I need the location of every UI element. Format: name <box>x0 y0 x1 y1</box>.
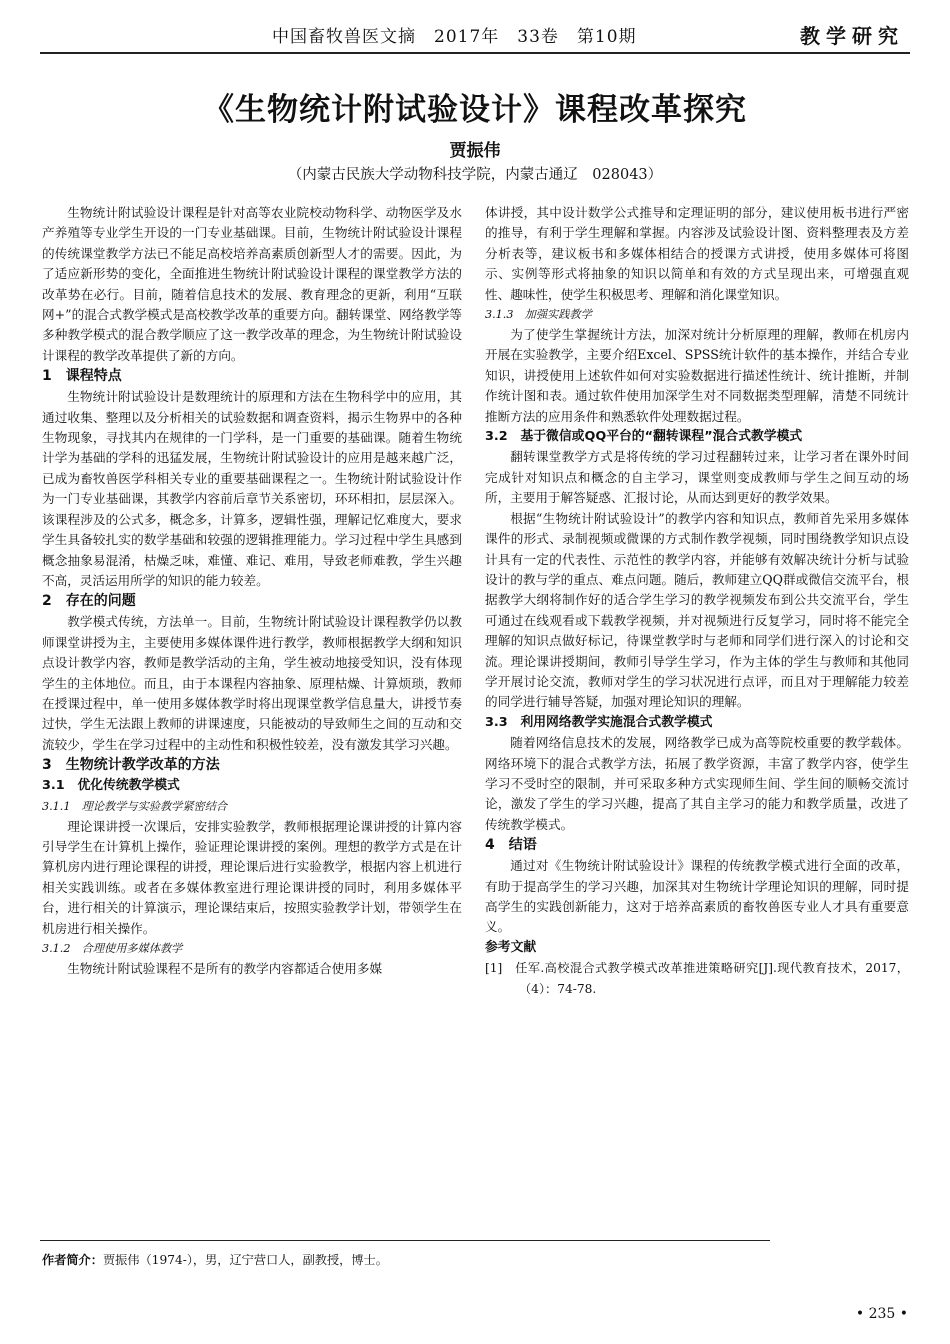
section-heading: 3 生物统计教学改革的方法 <box>42 757 220 774</box>
paragraph: 根据“生物统计附试验设计”的教学内容和知识点，教师首先采用多媒体课件的形式、录制视频或微课的方式制作教学视频，同时围绕教学知识点设计具有一定的代表性、示范性的教学内容，并能够有效解决统计分析与试验设计的教与学的重点、难点问题。随后，教师建立QQ群或微信交流平台，根据教学大纲将制作好的适合学生学习的教学视频发布到公共交流平台，学生可通过在线观看或下载教学视频，并对视频进行反复学习，同时将不能完全理解的知识点做好标记，待课堂教学时与老师和同学们进行深入的讨论和交流。理论课讲授期间，教师引导学生学习，作为主体的学生与教师和其他同学开展讨论交流，教师对学生的学习状况进行点评，而且对于理解能力较差的同学进行辅导答疑，加强对理论知识的理解。 <box>485 510 909 710</box>
subsubsection-heading: 3.1.3 加强实践教学 <box>485 308 592 322</box>
subsubsection-heading: 3.1.2 合理使用多媒体教学 <box>42 942 183 955</box>
subsubsection-heading: 3.1.1 理论教学与实验教学紧密结合 <box>42 799 228 813</box>
article-author: 贾振伟 <box>449 141 501 161</box>
paragraph: 通过对《生物统计附试验设计》课程的传统教学模式进行全面的改革，有助于提高学生的学习兴趣，加深其对生物统计学理论知识的理解，同时提高学生的实践创新能力，这对于培养高素质的畜牧兽医专业人才具有重要意义。 <box>485 858 909 935</box>
paragraph: 教学模式传统，方法单一。目前，生物统计附试验设计课程教学仍以教师课堂讲授为主，主要使用多媒体课件进行教学，教师根据教学大纲和知识点设计教学内容，教师是教学活动的主角，学生被动地接受知识，没有体现学生的主体地位。而且，由于本课程内容抽象、原理枯燥、计算烦琐，教师在授课过程中，单一使用多媒体教学时将出现课堂教学信息量大，讲授节奏过快，学生无法跟上教师的讲课速度，只能被动的导致师生之间的互动和交流较少，学生在学习过程中的主动性和积极性较差，没有激发其学习兴趣。 <box>42 614 462 752</box>
right-column <box>485 203 909 999</box>
left-column <box>42 203 462 979</box>
running-header <box>40 18 910 54</box>
intro-paragraph: 生物统计附试验设计课程是针对高等农业院校动物科学、动物医学及水产养殖等专业学生开设的一门专业基础课。目前，生物统计附试验设计课程的传统课堂教学方法已不能足高校培养高素质创新型人才的需要。因此，为了适应新形势的变化，全面推进生物统计附试验设计课程的课堂教学方法的改革势在必行。目前，随着信息技术的发展、教育理念的更新，利用“互联网+”的混合式教学模式是高校教学改革的重要方向。翻转课堂、网络教学等多种教学模式的混合教学顺应了这一教学改革的理念，为生物统计附试验设计课程的教学改革提供了新的方向。 <box>42 205 462 363</box>
paragraph: 体讲授，其中设计数学公式推导和定理证明的部分，建议使用板书进行严密的推导，有利于学生理解和掌握。内容涉及试验设计图、资料整理表及方差分析表等，建议板书和多媒体相结合的授课方式讲授，使用多媒体可将图示、实例等形式将抽象的知识以简单和有效的方式呈现出来，可增强直观性、趣味性，使学生积极思考、理解和消化课堂知识。 <box>485 205 909 302</box>
paragraph: 随着网络信息技术的发展，网络教学已成为高等院校重要的教学载体。网络环境下的混合式教学方法，拓展了教学资源，丰富了教学内容，使学生学习不受时空的限制，并可采取多种方式实现师生间、学生间的顺畅交流讨论，激发了学生的学习兴趣，提高了其自主学习的能力和教学质量，改进了传统教学模式。 <box>485 735 909 832</box>
subsection-heading: 3.3 利用网络教学实施混合式教学模式 <box>485 714 713 730</box>
section-heading: 4 结语 <box>485 837 537 854</box>
section-label: 教学研究 <box>800 24 904 48</box>
author-footnote <box>42 1251 388 1268</box>
subsection-heading: 3.1 优化传统教学模式 <box>42 778 180 794</box>
paragraph: 生物统计附试验设计是数理统计的原理和方法在生物科学中的应用，其通过收集、整理以及分析相关的试验数据和调查资料，揭示生物界中的各种生物现象，寻找其内在规律的一门学科，是一门重要的基础课。随着生物统计学为基础的学科的迅猛发展，生物统计附试验设计的应用是越来越广泛，已成为畜牧兽医学科相关专业的重要基础课程之一。生物统计附试验设计作为一门专业基础课，其教学内容前后章节关系密切，环环相扣，层层深入。该课程涉及的公式多，概念多，计算多，逻辑性强，理解记忆难度大，要求学生具备较扎实的数学基础和较强的逻辑推理能力。学习过程中学生具感到概念抽象易混淆，枯燥乏味，难懂、难记、难用，导致老师难教，学生兴趣不高，灵活运用所学的知识的能力较差。 <box>42 389 462 588</box>
section-heading: 2 存在的问题 <box>42 593 136 610</box>
section-heading: 1 课程特点 <box>42 368 122 385</box>
author-affiliation: （内蒙古民族大学动物科技学院，内蒙古通辽 028043） <box>287 167 663 183</box>
journal-info: 中国畜牧兽医文摘 2017年 33卷 第10期 <box>272 27 637 47</box>
paragraph: 翻转课堂教学方式是将传统的学习过程翻转过来，让学习者在课外时间完成针对知识点和概念的自主学习，课堂则变成教师与学生之间互动的场所，主要用于解答疑惑、汇报讨论，从而达到更好的教学效果。 <box>485 449 909 506</box>
article-title: 《生物统计附试验设计》课程改革探究 <box>203 92 747 128</box>
footnote-divider <box>40 1240 770 1241</box>
footnote-label: 作者简介： <box>42 1253 103 1267</box>
paragraph: 生物统计附试验课程不是所有的教学内容都适合使用多媒 <box>67 961 383 976</box>
page-number: • 235 • <box>855 1306 908 1322</box>
subsection-heading: 3.2 基于微信或QQ平台的“翻转课程”混合式教学模式 <box>485 429 803 445</box>
footnote-text: 贾振伟（1974-），男，辽宁营口人，副教授，博士。 <box>102 1253 388 1267</box>
paragraph: 为了使学生掌握统计方法，加深对统计分析原理的理解，教师在机房内开展在实验教学，主要介绍Excel、SPSS统计软件的基本操作，并结合专业知识，讲授使用上述软件如何对实验数据进行描述性统计、统计推断，并制作统计图和表。通过软件使用加深学生对不同数据类型理解，清楚不同统计推断方法的应用条件和熟悉软件处理数据过程。 <box>485 327 909 424</box>
reference-item: [1] 任军.高校混合式教学模式改革推进策略研究[J].现代教育技术，2017，（4）：74-78. <box>485 961 909 996</box>
references-heading: 参考文献 <box>485 939 537 955</box>
paragraph: 理论课讲授一次课后，安排实验教学，教师根据理论课讲授的计算内容引导学生在计算机上操作，验证理论课讲授的案例。理想的教学方式是在计算机房内进行理论课程的讲授，理论课后进行实验教学，根据内容上机进行相关实践训练。或者在多媒体教室进行理论课讲授的同时，利用多媒体平台，进行相关的计算演示，理论课结束后，按照实验教学计划，带领学生在机房进行相关操作。 <box>42 818 462 936</box>
